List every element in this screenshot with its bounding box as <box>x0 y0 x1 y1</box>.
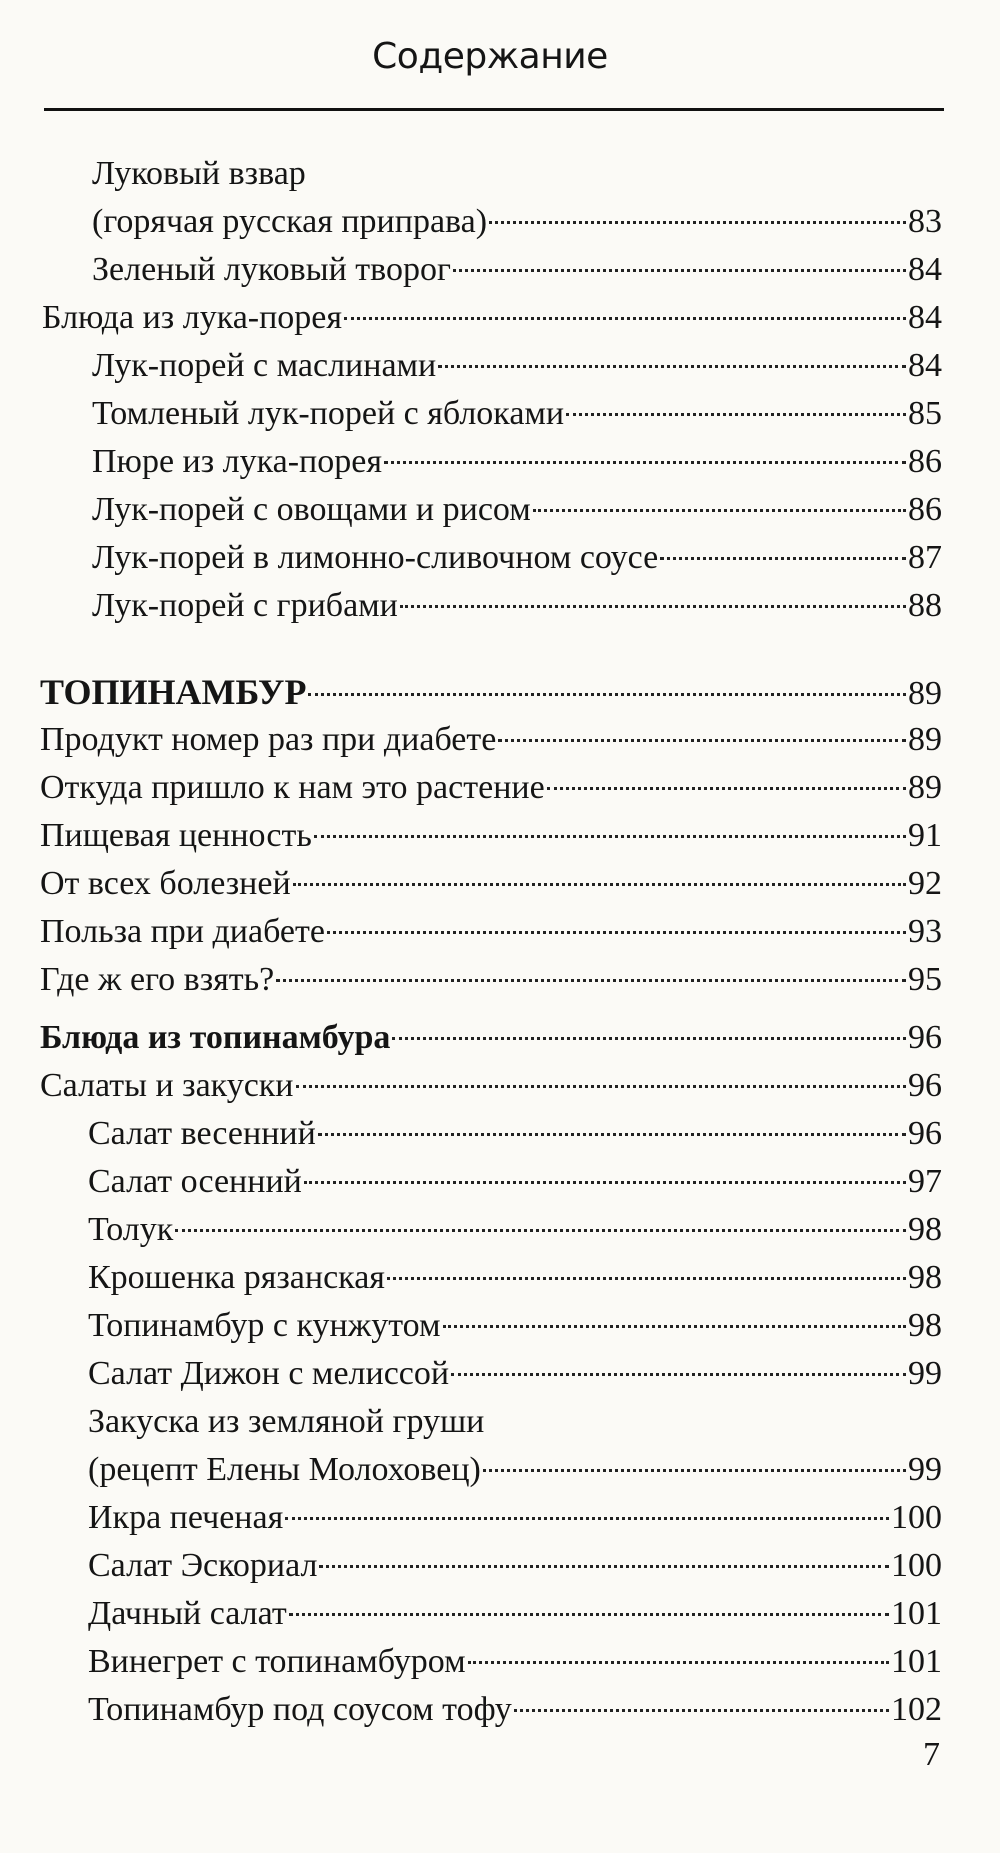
toc-section <box>40 956 942 1004</box>
toc-entry-page: 95 <box>908 961 942 998</box>
dot-leader <box>660 553 906 560</box>
page-header-title: Содержание <box>372 36 608 77</box>
toc-entry-page: 92 <box>908 865 942 902</box>
dot-leader <box>285 1513 889 1520</box>
toc-section <box>40 716 942 764</box>
toc-entry-page: 101 <box>891 1595 942 1632</box>
toc-entry-label: Крошенка рязанская <box>88 1259 385 1296</box>
toc-entry-label: Салат весенний <box>88 1115 316 1152</box>
toc-entry-page: 96 <box>908 1115 942 1152</box>
toc-entry <box>88 1254 942 1302</box>
toc-section <box>40 908 942 956</box>
dot-leader <box>344 313 906 320</box>
toc-entry <box>88 1446 942 1494</box>
dot-leader <box>498 735 906 742</box>
dot-leader <box>489 217 906 224</box>
toc-entry-page: 98 <box>908 1307 942 1344</box>
toc-entry-label: Томленый лук-порей с яблоками <box>92 395 565 432</box>
toc-entry-page: 96 <box>908 1019 942 1056</box>
dot-leader <box>289 1609 889 1616</box>
toc-entry-page: 83 <box>908 203 942 240</box>
toc-entry-page: 88 <box>908 587 942 624</box>
toc-entry-page: 101 <box>891 1643 942 1680</box>
toc-entry <box>92 150 942 198</box>
toc-entry-page: 98 <box>908 1211 942 1248</box>
dot-leader <box>387 1273 906 1280</box>
toc-entry-page: 100 <box>891 1499 942 1536</box>
dot-leader <box>293 879 906 886</box>
toc-entry-label: Луковый взвар <box>92 155 306 192</box>
toc-section <box>40 764 942 812</box>
toc-section-heading <box>40 1014 942 1062</box>
dot-leader <box>327 927 906 934</box>
toc-entry <box>88 1590 942 1638</box>
toc-entry-label: Лук-порей с овощами и рисом <box>92 491 531 528</box>
toc-entry-page: 98 <box>908 1259 942 1296</box>
toc-entry-page: 84 <box>908 251 942 288</box>
dot-leader <box>400 601 906 608</box>
toc-entry-page: 102 <box>891 1691 942 1728</box>
toc-entry <box>88 1206 942 1254</box>
toc-entry-page: 89 <box>908 675 942 712</box>
toc-section <box>42 294 942 342</box>
toc-entry-page: 89 <box>908 769 942 806</box>
toc-entry-label: (горячая русская приправа) <box>92 203 488 240</box>
toc-entry-label: Лук-порей с маслинами <box>92 347 437 384</box>
toc-entry-label: (рецепт Елены Молоховец) <box>88 1451 481 1488</box>
toc-entry-page: 86 <box>908 491 942 528</box>
toc-section <box>40 1062 942 1110</box>
dot-leader <box>276 975 906 982</box>
dot-leader <box>296 1081 906 1088</box>
dot-leader <box>443 1321 906 1328</box>
toc-entry-page: 97 <box>908 1163 942 1200</box>
dot-leader <box>318 1129 906 1136</box>
toc-section <box>40 860 942 908</box>
toc-entry-page: 93 <box>908 913 942 950</box>
toc-entry-label: Блюда из лука-порея <box>42 299 343 336</box>
toc-entry-label: Дачный салат <box>88 1595 287 1632</box>
dot-leader <box>566 409 906 416</box>
toc-entry-page: 89 <box>908 721 942 758</box>
toc-entry-label: От всех болезней <box>40 865 291 902</box>
toc-entry <box>92 342 942 390</box>
dot-leader <box>514 1705 889 1712</box>
toc-entry-label: Лук-порей в лимонно-сливочном соусе <box>92 539 659 576</box>
dot-leader <box>533 505 906 512</box>
toc-entry-page: 96 <box>908 1067 942 1104</box>
toc-entry-label: Икра печеная <box>88 1499 284 1536</box>
dot-leader <box>308 689 906 696</box>
toc-entry-label: Салат осенний <box>88 1163 302 1200</box>
toc-entry <box>92 534 942 582</box>
toc-section <box>40 812 942 860</box>
dot-leader <box>453 265 906 272</box>
toc-entry-label: Топинамбур с кунжутом <box>88 1307 441 1344</box>
toc-entry <box>88 1158 942 1206</box>
toc-entry-page: 99 <box>908 1355 942 1392</box>
toc-entry-label: Салат Дижон с мелиссой <box>88 1355 450 1392</box>
page-number: 7 <box>923 1736 940 1773</box>
toc-entry-label: Салаты и закуски <box>40 1067 294 1104</box>
toc-entry <box>88 1398 942 1446</box>
toc-entry-label: Продукт номер раз при диабете <box>40 721 497 758</box>
toc-entry <box>88 1542 942 1590</box>
toc-entry-label: Салат Эскориал <box>88 1547 318 1584</box>
dot-leader <box>384 457 906 464</box>
toc-entry-page: 100 <box>891 1547 942 1584</box>
toc-entry-label: Откуда пришло к нам это растение <box>40 769 545 806</box>
toc-entry <box>92 486 942 534</box>
toc-entry-label: ТОПИНАМБУР <box>40 672 307 712</box>
toc-entry <box>92 246 942 294</box>
toc-entry-page: 85 <box>908 395 942 432</box>
toc-entry <box>92 438 942 486</box>
dot-leader <box>175 1225 906 1232</box>
toc-entry <box>88 1110 942 1158</box>
toc-entry-label: Лук-порей с грибами <box>92 587 398 624</box>
toc-entry <box>92 198 942 246</box>
toc-entry-label: Закуска из земляной груши <box>88 1403 485 1440</box>
toc-entry-label: Винегрет с топинамбуром <box>88 1643 466 1680</box>
toc-entry-label: Топинамбур под соусом тофу <box>88 1691 512 1728</box>
toc-entry-label: Пюре из лука-порея <box>92 443 382 480</box>
toc-entry-page: 84 <box>908 299 942 336</box>
dot-leader <box>483 1465 906 1472</box>
toc-entry-label: Зеленый луковый творог <box>92 251 451 288</box>
dot-leader <box>547 783 906 790</box>
toc-entry-page: 91 <box>908 817 942 854</box>
toc-entry-label: Блюда из топинамбура <box>40 1019 391 1056</box>
toc-entry-label: Где ж его взять? <box>40 961 275 998</box>
dot-leader <box>304 1177 906 1184</box>
toc-entry <box>88 1638 942 1686</box>
toc-chapter <box>40 668 942 716</box>
toc-entry <box>92 390 942 438</box>
toc-entry <box>88 1350 942 1398</box>
toc-entry-label: Пищевая ценность <box>40 817 312 854</box>
toc-entry-label: Польза при диабете <box>40 913 325 950</box>
toc-entry-page: 99 <box>908 1451 942 1488</box>
dot-leader <box>451 1369 906 1376</box>
toc-entry <box>88 1494 942 1542</box>
toc-entry-page: 84 <box>908 347 942 384</box>
dot-leader <box>392 1033 906 1040</box>
dot-leader <box>438 361 906 368</box>
toc-entry <box>92 582 942 630</box>
dot-leader <box>314 831 906 838</box>
toc-entry-label: Толук <box>88 1211 174 1248</box>
toc-entry-page: 86 <box>908 443 942 480</box>
toc-entry <box>88 1302 942 1350</box>
toc-entry-page: 87 <box>908 539 942 576</box>
dot-leader <box>319 1561 889 1568</box>
dot-leader <box>468 1657 889 1664</box>
toc-entry <box>88 1686 942 1734</box>
